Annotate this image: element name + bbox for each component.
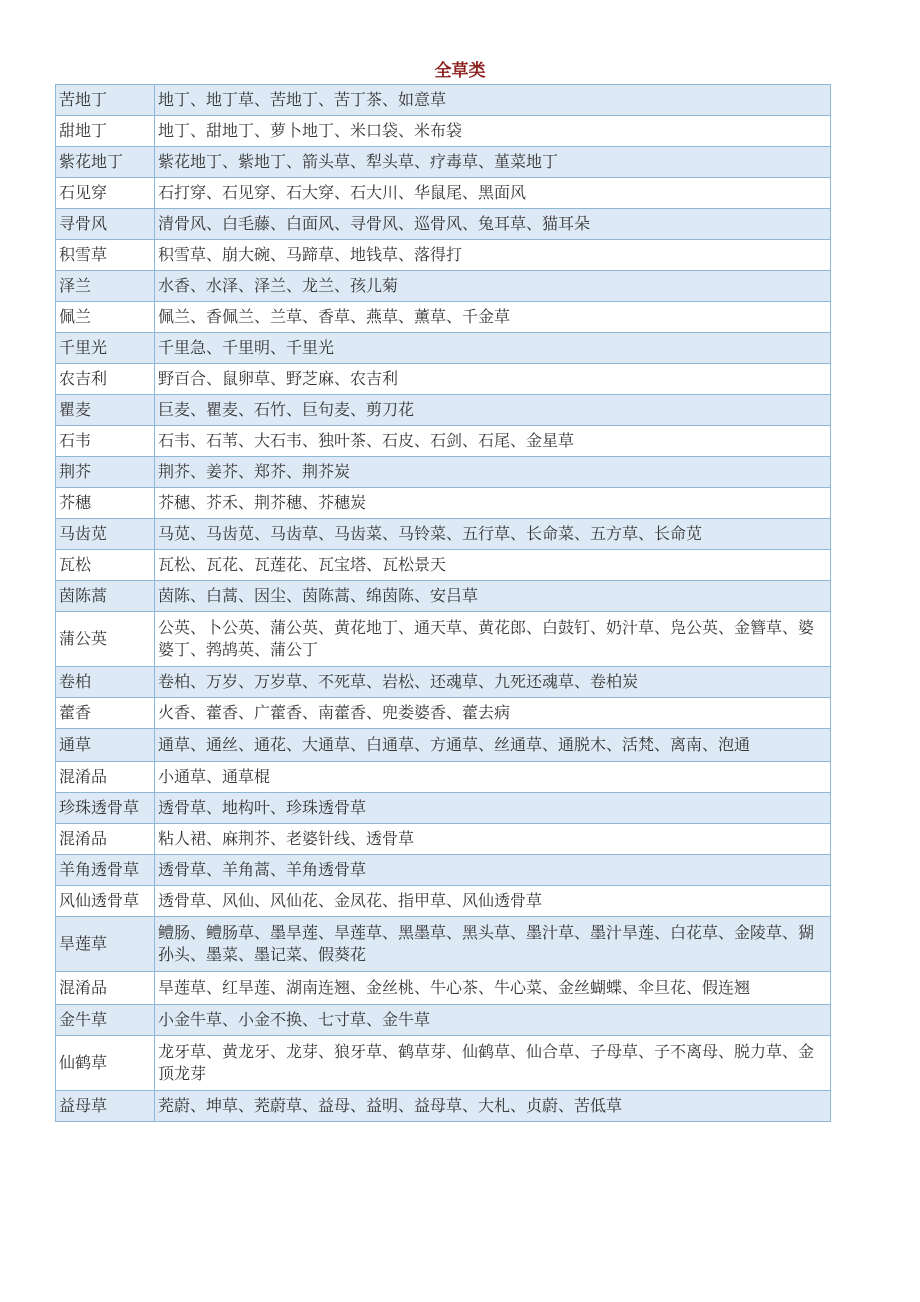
table-row (56, 972, 831, 1005)
table-row (56, 581, 831, 612)
herb-aliases-cell: 小金牛草、小金不换、七寸草、金牛草 (155, 1005, 831, 1036)
herb-aliases-cell: 紫花地丁、紫地丁、箭头草、犁头草、疗毒草、堇菜地丁 (155, 147, 831, 178)
herb-aliases-cell: 火香、藿香、广藿香、南藿香、兜娄婆香、藿去病 (155, 698, 831, 729)
table-row (56, 302, 831, 333)
table-row (56, 271, 831, 302)
herb-aliases-cell: 公英、卜公英、蒲公英、黄花地丁、通天草、黄花郎、白鼓钉、奶汁草、凫公英、金簪草、婆婆丁、鹁鸪英、蒲公丁 (155, 612, 831, 667)
herb-aliases-cell: 通草、通丝、通花、大通草、白通草、方通草、丝通草、通脱木、活梵、离南、泡通 (155, 729, 831, 762)
herb-aliases-cell: 瓦松、瓦花、瓦莲花、瓦宝塔、瓦松景天 (155, 550, 831, 581)
herb-name-cell: 卷柏 (56, 667, 155, 698)
herb-aliases-cell: 小通草、通草棍 (155, 762, 831, 793)
herb-name-cell: 积雪草 (56, 240, 155, 271)
table-row (56, 426, 831, 457)
herb-aliases-cell: 茺蔚、坤草、茺蔚草、益母、益明、益母草、大札、贞蔚、苦低草 (155, 1091, 831, 1122)
herb-aliases-cell: 水香、水泽、泽兰、龙兰、孩儿菊 (155, 271, 831, 302)
herb-name-cell: 马齿苋 (56, 519, 155, 550)
table-row (56, 519, 831, 550)
herb-name-cell: 风仙透骨草 (56, 886, 155, 917)
herb-aliases-cell: 马苋、马齿苋、马齿草、马齿菜、马铃菜、五行草、长命菜、五方草、长命苋 (155, 519, 831, 550)
table-row (56, 240, 831, 271)
herb-name-cell: 仙鹤草 (56, 1036, 155, 1091)
herb-name-cell: 通草 (56, 729, 155, 762)
herb-aliases-cell: 鳢肠、鳢肠草、墨旱莲、旱莲草、黑墨草、黑头草、墨汁草、墨汁旱莲、白花草、金陵草、猢孙头、墨菜、墨记菜、假葵花 (155, 917, 831, 972)
herb-name-cell: 瞿麦 (56, 395, 155, 426)
herb-name-cell: 苦地丁 (56, 85, 155, 116)
herb-name-cell: 金牛草 (56, 1005, 155, 1036)
herb-aliases-cell: 地丁、甜地丁、萝卜地丁、米口袋、米布袋 (155, 116, 831, 147)
herb-name-cell: 旱莲草 (56, 917, 155, 972)
table-row (56, 824, 831, 855)
herb-name-cell: 紫花地丁 (56, 147, 155, 178)
herb-name-cell: 农吉利 (56, 364, 155, 395)
herb-name-cell: 珍珠透骨草 (56, 793, 155, 824)
herb-name-cell: 混淆品 (56, 824, 155, 855)
herb-aliases-cell: 野百合、鼠卵草、野芝麻、农吉利 (155, 364, 831, 395)
herb-name-cell: 千里光 (56, 333, 155, 364)
herb-aliases-cell: 透骨草、地构叶、珍珠透骨草 (155, 793, 831, 824)
herb-aliases-cell: 透骨草、羊角蒿、羊角透骨草 (155, 855, 831, 886)
table-row (56, 85, 831, 116)
table-row (56, 917, 831, 972)
herb-name-cell: 芥穗 (56, 488, 155, 519)
herb-name-cell: 佩兰 (56, 302, 155, 333)
herb-name-cell: 藿香 (56, 698, 155, 729)
herb-aliases-cell: 清骨风、白毛藤、白面风、寻骨风、巡骨风、兔耳草、猫耳朵 (155, 209, 831, 240)
table-row (56, 116, 831, 147)
table-row (56, 762, 831, 793)
herb-aliases-cell: 积雪草、崩大碗、马蹄草、地钱草、落得打 (155, 240, 831, 271)
herb-aliases-cell: 旱莲草、红旱莲、湖南连翘、金丝桃、牛心茶、牛心菜、金丝蝴蝶、伞旦花、假连翘 (155, 972, 831, 1005)
herb-name-cell: 瓦松 (56, 550, 155, 581)
herb-name-cell: 甜地丁 (56, 116, 155, 147)
table-row (56, 855, 831, 886)
herb-name-cell: 石见穿 (56, 178, 155, 209)
herb-name-cell: 石韦 (56, 426, 155, 457)
herb-aliases-cell: 芥穗、芥禾、荆芥穗、芥穗炭 (155, 488, 831, 519)
table-row (56, 364, 831, 395)
herb-name-cell: 寻骨风 (56, 209, 155, 240)
table-row (56, 793, 831, 824)
herb-aliases-cell: 荆芥、姜芥、郑芥、荆芥炭 (155, 457, 831, 488)
herb-aliases-cell: 透骨草、风仙、风仙花、金凤花、指甲草、风仙透骨草 (155, 886, 831, 917)
table-row (56, 1005, 831, 1036)
table-row (56, 488, 831, 519)
table-row (56, 178, 831, 209)
herb-aliases-cell: 地丁、地丁草、苦地丁、苦丁茶、如意草 (155, 85, 831, 116)
table-row (56, 395, 831, 426)
table-row (56, 457, 831, 488)
table-row (56, 667, 831, 698)
herb-name-cell: 混淆品 (56, 762, 155, 793)
herb-aliases-cell: 佩兰、香佩兰、兰草、香草、燕草、薰草、千金草 (155, 302, 831, 333)
table-row (56, 698, 831, 729)
table-row (56, 147, 831, 178)
herb-name-cell: 混淆品 (56, 972, 155, 1005)
herb-aliases-cell: 卷柏、万岁、万岁草、不死草、岩松、还魂草、九死还魂草、卷柏炭 (155, 667, 831, 698)
table-row (56, 1091, 831, 1122)
table-row (56, 729, 831, 762)
herb-name-cell: 羊角透骨草 (56, 855, 155, 886)
page-title: 全草类 (434, 61, 486, 81)
herb-name-cell: 益母草 (56, 1091, 155, 1122)
herb-aliases-cell: 千里急、千里明、千里光 (155, 333, 831, 364)
herb-aliases-cell: 龙牙草、黄龙牙、龙芽、狼牙草、鹤草芽、仙鹤草、仙合草、子母草、子不离母、脱力草、金顶龙芽 (155, 1036, 831, 1091)
table-row (56, 333, 831, 364)
herb-name-cell: 泽兰 (56, 271, 155, 302)
herb-aliases-cell: 巨麦、瞿麦、石竹、巨句麦、剪刀花 (155, 395, 831, 426)
table-row (56, 612, 831, 667)
herb-name-cell: 蒲公英 (56, 612, 155, 667)
table-row (56, 1036, 831, 1091)
herb-alias-table (55, 84, 831, 1122)
table-row (56, 886, 831, 917)
herb-aliases-cell: 石韦、石苇、大石韦、独叶茶、石皮、石剑、石尾、金星草 (155, 426, 831, 457)
table-row (56, 209, 831, 240)
herb-name-cell: 茵陈蒿 (56, 581, 155, 612)
herb-name-cell: 荆芥 (56, 457, 155, 488)
herb-aliases-cell: 石打穿、石见穿、石大穿、石大川、华鼠尾、黑面风 (155, 178, 831, 209)
herb-table-body (56, 85, 831, 1122)
herb-aliases-cell: 粘人裙、麻荆芥、老婆针线、透骨草 (155, 824, 831, 855)
table-row (56, 550, 831, 581)
herb-aliases-cell: 茵陈、白蒿、因尘、茵陈蒿、绵茵陈、安吕草 (155, 581, 831, 612)
